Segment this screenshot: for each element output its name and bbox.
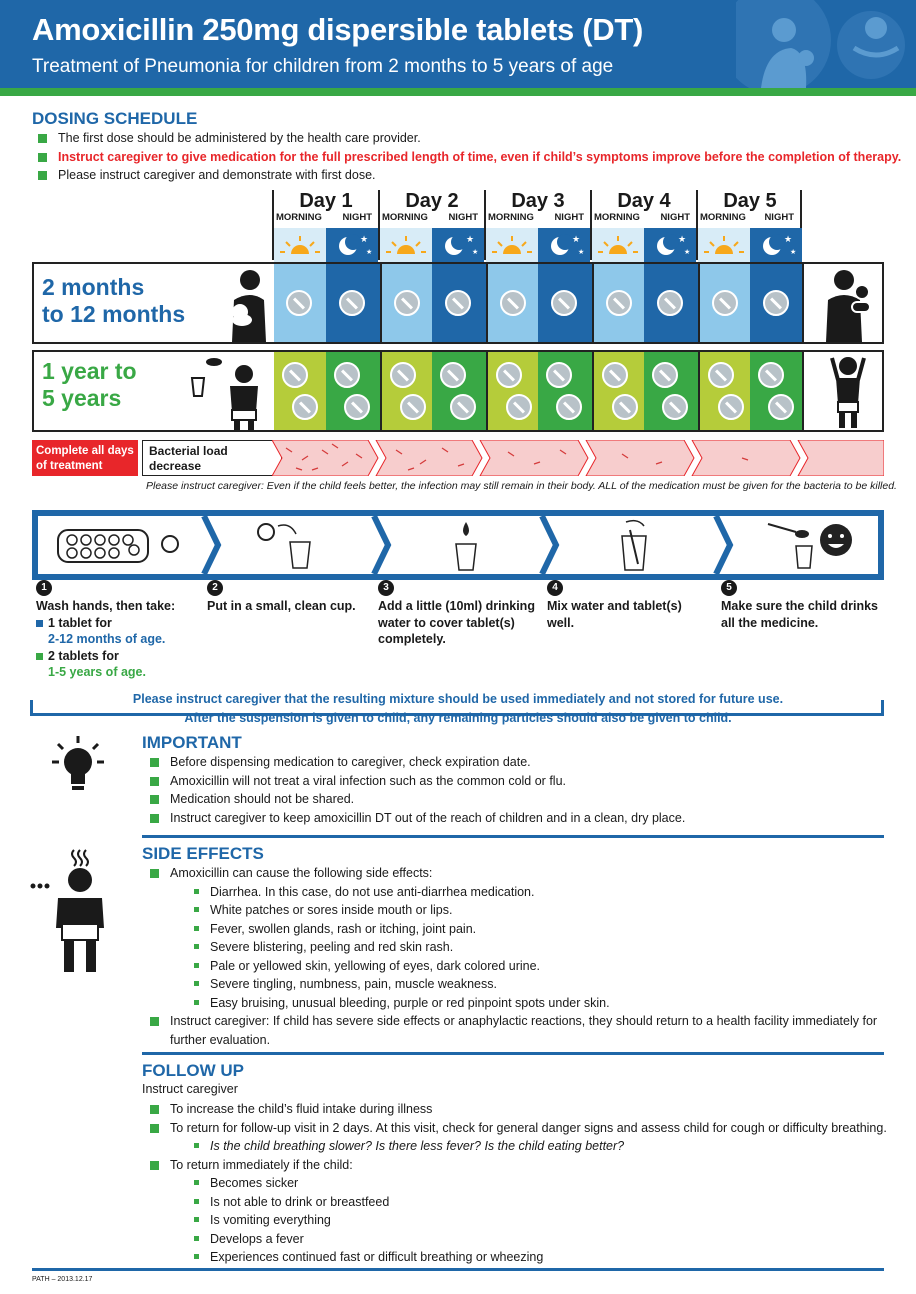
header-banner	[0, 0, 916, 88]
lightbulb-icon	[50, 734, 106, 796]
follow-up-title: FOLLOW UP	[142, 1061, 244, 1080]
dose-cell	[644, 264, 698, 342]
suspension-note: After the suspension is given to child, any remaining particles should also be given to child.	[184, 711, 732, 725]
header-accent-bar	[0, 88, 916, 96]
dose-row-child	[32, 350, 884, 432]
moon-icon	[644, 228, 696, 262]
stirring-cup-icon	[622, 521, 646, 570]
step-number: 5	[721, 580, 737, 596]
page-subtitle: Treatment of Pneumonia for children from 2 months to 5 years of age	[32, 56, 614, 77]
step-5-text: Make sure the child drinks all the medicine.	[721, 599, 878, 630]
dose-cell	[538, 264, 592, 342]
tablet-into-cup-icon	[258, 524, 310, 568]
dose-cell	[750, 352, 804, 430]
important-list	[148, 753, 888, 827]
spoon-smiley-icon	[768, 524, 852, 568]
dose-cell	[432, 352, 486, 430]
svg-text:★: ★	[466, 234, 475, 244]
follow-up-intro: Instruct caregiver	[142, 1082, 238, 1096]
step-3-text: Add a little (10ml) drinking water to cover tablet(s) completely.	[378, 599, 535, 646]
row-label: 1 year to 5 years	[42, 358, 137, 411]
day-5-header: Day 5 MORNING NIGHT	[696, 190, 802, 260]
list-item: Instruct caregiver to keep amoxicillin DT out of the reach of children and in a clean, dry place.	[148, 809, 888, 828]
bacteria-arrows-icon	[272, 440, 884, 476]
svg-text:★: ★	[784, 234, 793, 244]
list-item: To increase the child’s fluid intake during illness	[148, 1100, 888, 1119]
moon-icon	[326, 228, 378, 262]
list-item: Amoxicillin can cause the following side effects: Diarrhea. In this case, do not use anti-diarrhea medication. White patches or sores inside mouth or lips. Fever, swollen glands, rash or itching, joint pain. Severe blistering, peeling and red skin rash. Pale or yellowed skin, yellowing of eyes, dark colored urine. Severe tingling, numbness, pain, muscle weakness. Easy bruising, unusual bleeding, purple or red pinpoint spots under skin.	[148, 864, 888, 1012]
svg-text:★: ★	[578, 249, 585, 256]
dose-row-infant	[32, 262, 884, 344]
mother-holding-baby-icon	[220, 268, 272, 342]
step-number: 4	[547, 580, 563, 596]
dose-cell	[592, 352, 644, 430]
svg-text:★: ★	[790, 249, 797, 256]
child-with-cup-icon	[188, 356, 274, 430]
complete-all-days-badge: Complete all days of treatment	[32, 440, 138, 476]
dose-cell	[750, 264, 804, 342]
list-item: Instruct caregiver: If child has severe side effects or anaphylactic reactions, they should return to a health facility immediately for further evaluation.	[148, 1012, 888, 1049]
day-3-header: Day 3 MORNING NIGHT	[484, 190, 590, 260]
row-label: 2 months to 12 months	[42, 274, 186, 327]
list-item: Easy bruising, unusual bleeding, purple or red pinpoint spots under skin.	[170, 994, 888, 1013]
dose-cell	[326, 352, 380, 430]
list-item: Diarrhea. In this case, do not use anti-diarrhea medication.	[170, 883, 888, 902]
list-item: Is the child breathing slower? Is there less fever? Is the child eating better?	[170, 1137, 888, 1156]
list-item: Is not able to drink or breastfeed	[170, 1193, 888, 1212]
list-item: Medication should not be shared.	[148, 790, 888, 809]
sun-icon	[274, 228, 326, 262]
dosing-schedule-title: DOSING SCHEDULE	[32, 109, 198, 128]
bacterial-load-bar	[32, 440, 884, 476]
bottom-divider	[32, 1268, 884, 1271]
svg-text:★: ★	[684, 249, 691, 256]
step-chevrons-icon	[38, 516, 878, 574]
svg-text:★: ★	[360, 234, 369, 244]
water-drop-cup-icon	[456, 522, 476, 570]
day-4-header: Day 4 MORNING NIGHT	[590, 190, 696, 260]
step-number: 1	[36, 580, 52, 596]
svg-text:★: ★	[572, 234, 581, 244]
list-item: Please instruct caregiver and demonstrate with first dose.	[36, 166, 906, 185]
list-item: Becomes sicker	[170, 1174, 888, 1193]
important-title: IMPORTANT	[142, 733, 242, 752]
list-item: Severe blistering, peeling and red skin rash.	[170, 938, 888, 957]
svg-text:★: ★	[366, 249, 373, 256]
list-item: Amoxicillin will not treat a viral infection such as the common cold or flu.	[148, 772, 888, 791]
happy-child-icon	[828, 354, 868, 430]
happy-baby-icon	[822, 268, 878, 342]
divider	[142, 835, 884, 838]
list-item: Fever, swollen glands, rash or itching, joint pain.	[170, 920, 888, 939]
svg-text:★: ★	[472, 249, 479, 256]
dose-cell	[274, 264, 326, 342]
dose-cell	[644, 352, 698, 430]
list-item: Develops a fever	[170, 1230, 888, 1249]
step-2-text: Put in a small, clean cup.	[207, 599, 356, 613]
list-item: White patches or sores inside mouth or lips.	[170, 901, 888, 920]
dose-cell	[274, 352, 326, 430]
dose-cell	[698, 352, 750, 430]
list-item: Is vomiting everything	[170, 1211, 888, 1230]
sun-icon	[698, 228, 750, 262]
side-effects-title: SIDE EFFECTS	[142, 844, 264, 863]
list-item: Experiences continued fast or difficult breathing or wheezing	[170, 1248, 888, 1267]
footer-code: PATH – 2013.12.17	[32, 1276, 93, 1283]
side-effects-list	[148, 864, 888, 1049]
dose-cell	[486, 352, 538, 430]
step-number: 2	[207, 580, 223, 596]
day-2-header: Day 2 MORNING NIGHT	[378, 190, 484, 260]
list-item: To return for follow-up visit in 2 days. At this visit, check for general danger signs and assess child for cough or difficulty breathing. Is the child breathing slower? Is there less fever? Is the child eating better?	[148, 1119, 888, 1156]
list-item: Pale or yellowed skin, yellowing of eyes, dark colored urine.	[170, 957, 888, 976]
sick-child-icon	[28, 848, 112, 974]
list-item: Severe tingling, numbness, pain, muscle weakness.	[170, 975, 888, 994]
dose-cell	[592, 264, 644, 342]
dose-cell	[380, 264, 432, 342]
bacterial-load-label: Bacterial load decrease	[142, 440, 282, 476]
step-4-text: Mix water and tablet(s) well.	[547, 599, 682, 630]
dose-cell	[432, 264, 486, 342]
sun-icon	[486, 228, 538, 262]
dose-cell	[326, 264, 380, 342]
svg-text:★: ★	[678, 234, 687, 244]
caveat-text: Please instruct caregiver: Even if the child feels better, the infection may still remain in their body. ALL of the medication must be given for the bacteria to be killed.	[146, 480, 897, 492]
list-item: To return immediately if the child: Becomes sicker Is not able to drink or breastfeed Is vomiting everything Develops a fever Experiences continued fast or difficult breathing or wheezing	[148, 1156, 888, 1267]
sun-icon	[592, 228, 644, 262]
preparation-steps-band	[32, 510, 884, 580]
day-1-header: Day 1 MORNING NIGHT	[272, 190, 378, 260]
list-item: Before dispensing medication to caregiver, check expiration date.	[148, 753, 888, 772]
dose-cell	[486, 264, 538, 342]
moon-icon	[750, 228, 802, 262]
dose-cell	[538, 352, 592, 430]
divider	[142, 1052, 884, 1055]
moon-icon	[538, 228, 590, 262]
blister-pack-icon	[58, 530, 178, 562]
step-1-text: Wash hands, then take: 1 tablet for 2-12 months of age. 2 tablets for 1-5 years of age.	[36, 599, 176, 679]
dosing-bullets	[36, 129, 906, 185]
moon-icon	[432, 228, 484, 262]
follow-up-list	[148, 1100, 888, 1267]
list-item: The first dose should be administered by the health care provider.	[36, 129, 906, 148]
mother-child-logo-icon	[736, 0, 916, 88]
sun-icon	[380, 228, 432, 262]
dose-cell	[698, 264, 750, 342]
list-item: Instruct caregiver to give medication for the full prescribed length of time, even if child’s symptoms improve before the completion of therapy.	[36, 148, 906, 167]
page-title: Amoxicillin 250mg dispersible tablets (DT)	[32, 12, 644, 47]
mixture-note: Please instruct caregiver that the resulting mixture should be used immediately and not stored for future use.	[132, 692, 784, 706]
step-number: 3	[378, 580, 394, 596]
dose-cell	[380, 352, 432, 430]
